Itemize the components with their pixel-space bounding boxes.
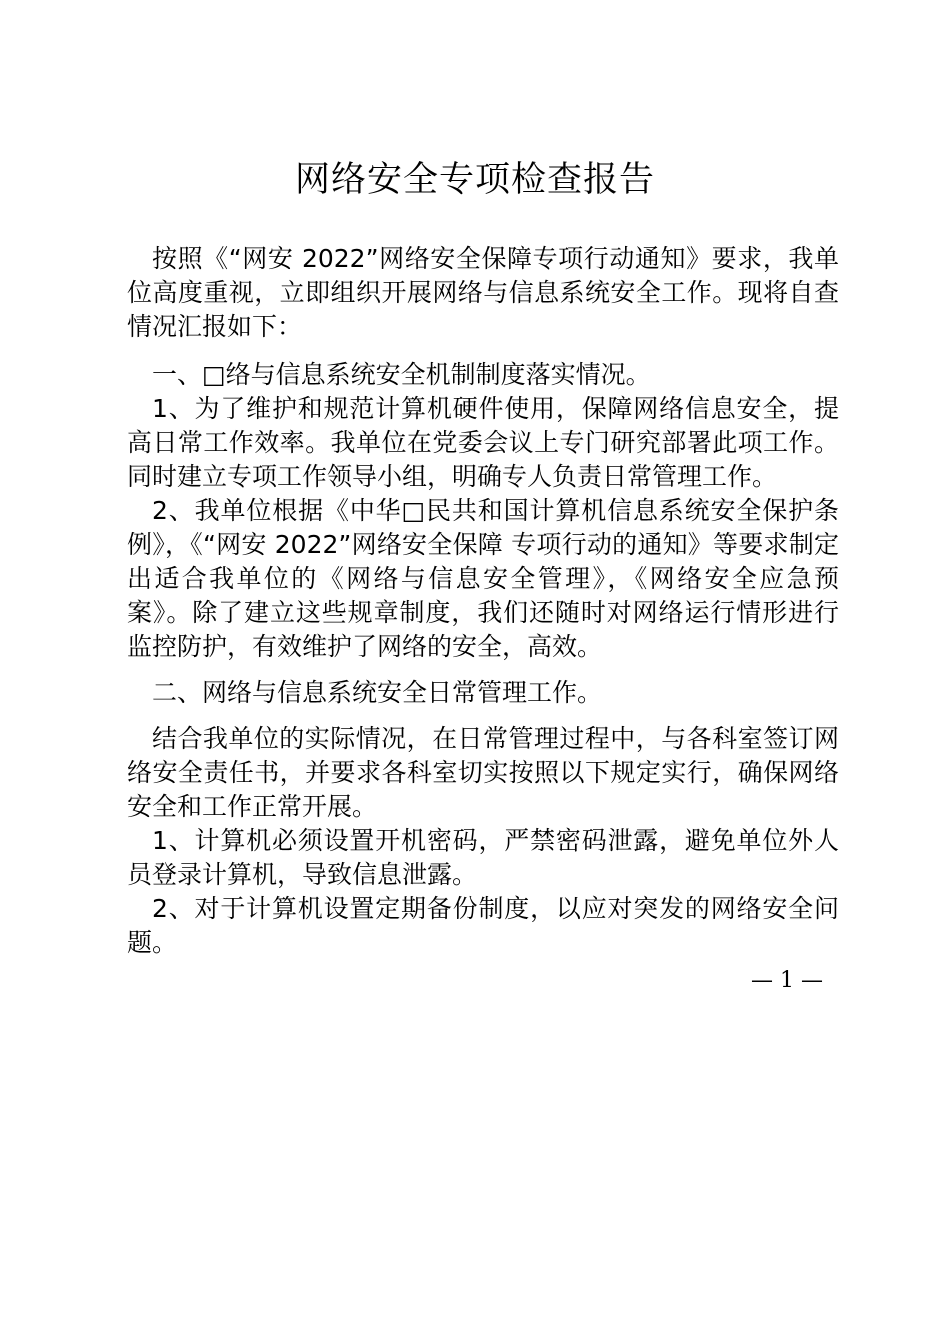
section-2-item-2: 2、对于计算机设置定期备份制度，以应对突发的网络安全问题。 [127,894,839,957]
section-2-intro: 结合我单位的实际情况，在日常管理过程中，与各科室签订网络安全责任书，并要求各科室切实按照以下规定实行，确保网络安全和工作正常开展。 [127,724,839,821]
document-body [127,242,839,960]
section-heading-2: 二、网络与信息系统安全日常管理工作。 [152,678,603,707]
section-1-item-1: 1、为了维护和规范计算机硬件使用，保障网络信息安全，提高日常工作效率。我单位在党委会议上专门研究部署此项工作。同时建立专项工作领导小组，明确专人负责日常管理工作。 [127,394,839,491]
intro-paragraph: 按照《“网安 2022”网络安全保障专项行动通知》要求，我单位高度重视，立即组织开展网络与信息系统安全工作。现将自查情况汇报如下： [127,244,839,341]
section-heading-1: 一、□络与信息系统安全机制制度落实情况。 [152,360,651,389]
document-title: 网络安全专项检查报告 [294,160,655,200]
page-number: — 1 — [751,968,823,993]
section-2-item-1: 1、计算机必须设置开机密码，严禁密码泄露，避免单位外人员登录计算机，导致信息泄露。 [127,826,839,889]
section-1-item-2: 2、我单位根据《中华□民共和国计算机信息系统安全保护条例》，《“网安 2022”网络安全保障 专项行动的通知》等要求制定出适合我单位的《网络与信息安全管理》，《网络安全应急预案》。除了建立这些规章制度，我们还随时对网络运行情形进行监控防护，有效维护了网络的安全，高效。 [127,496,839,661]
